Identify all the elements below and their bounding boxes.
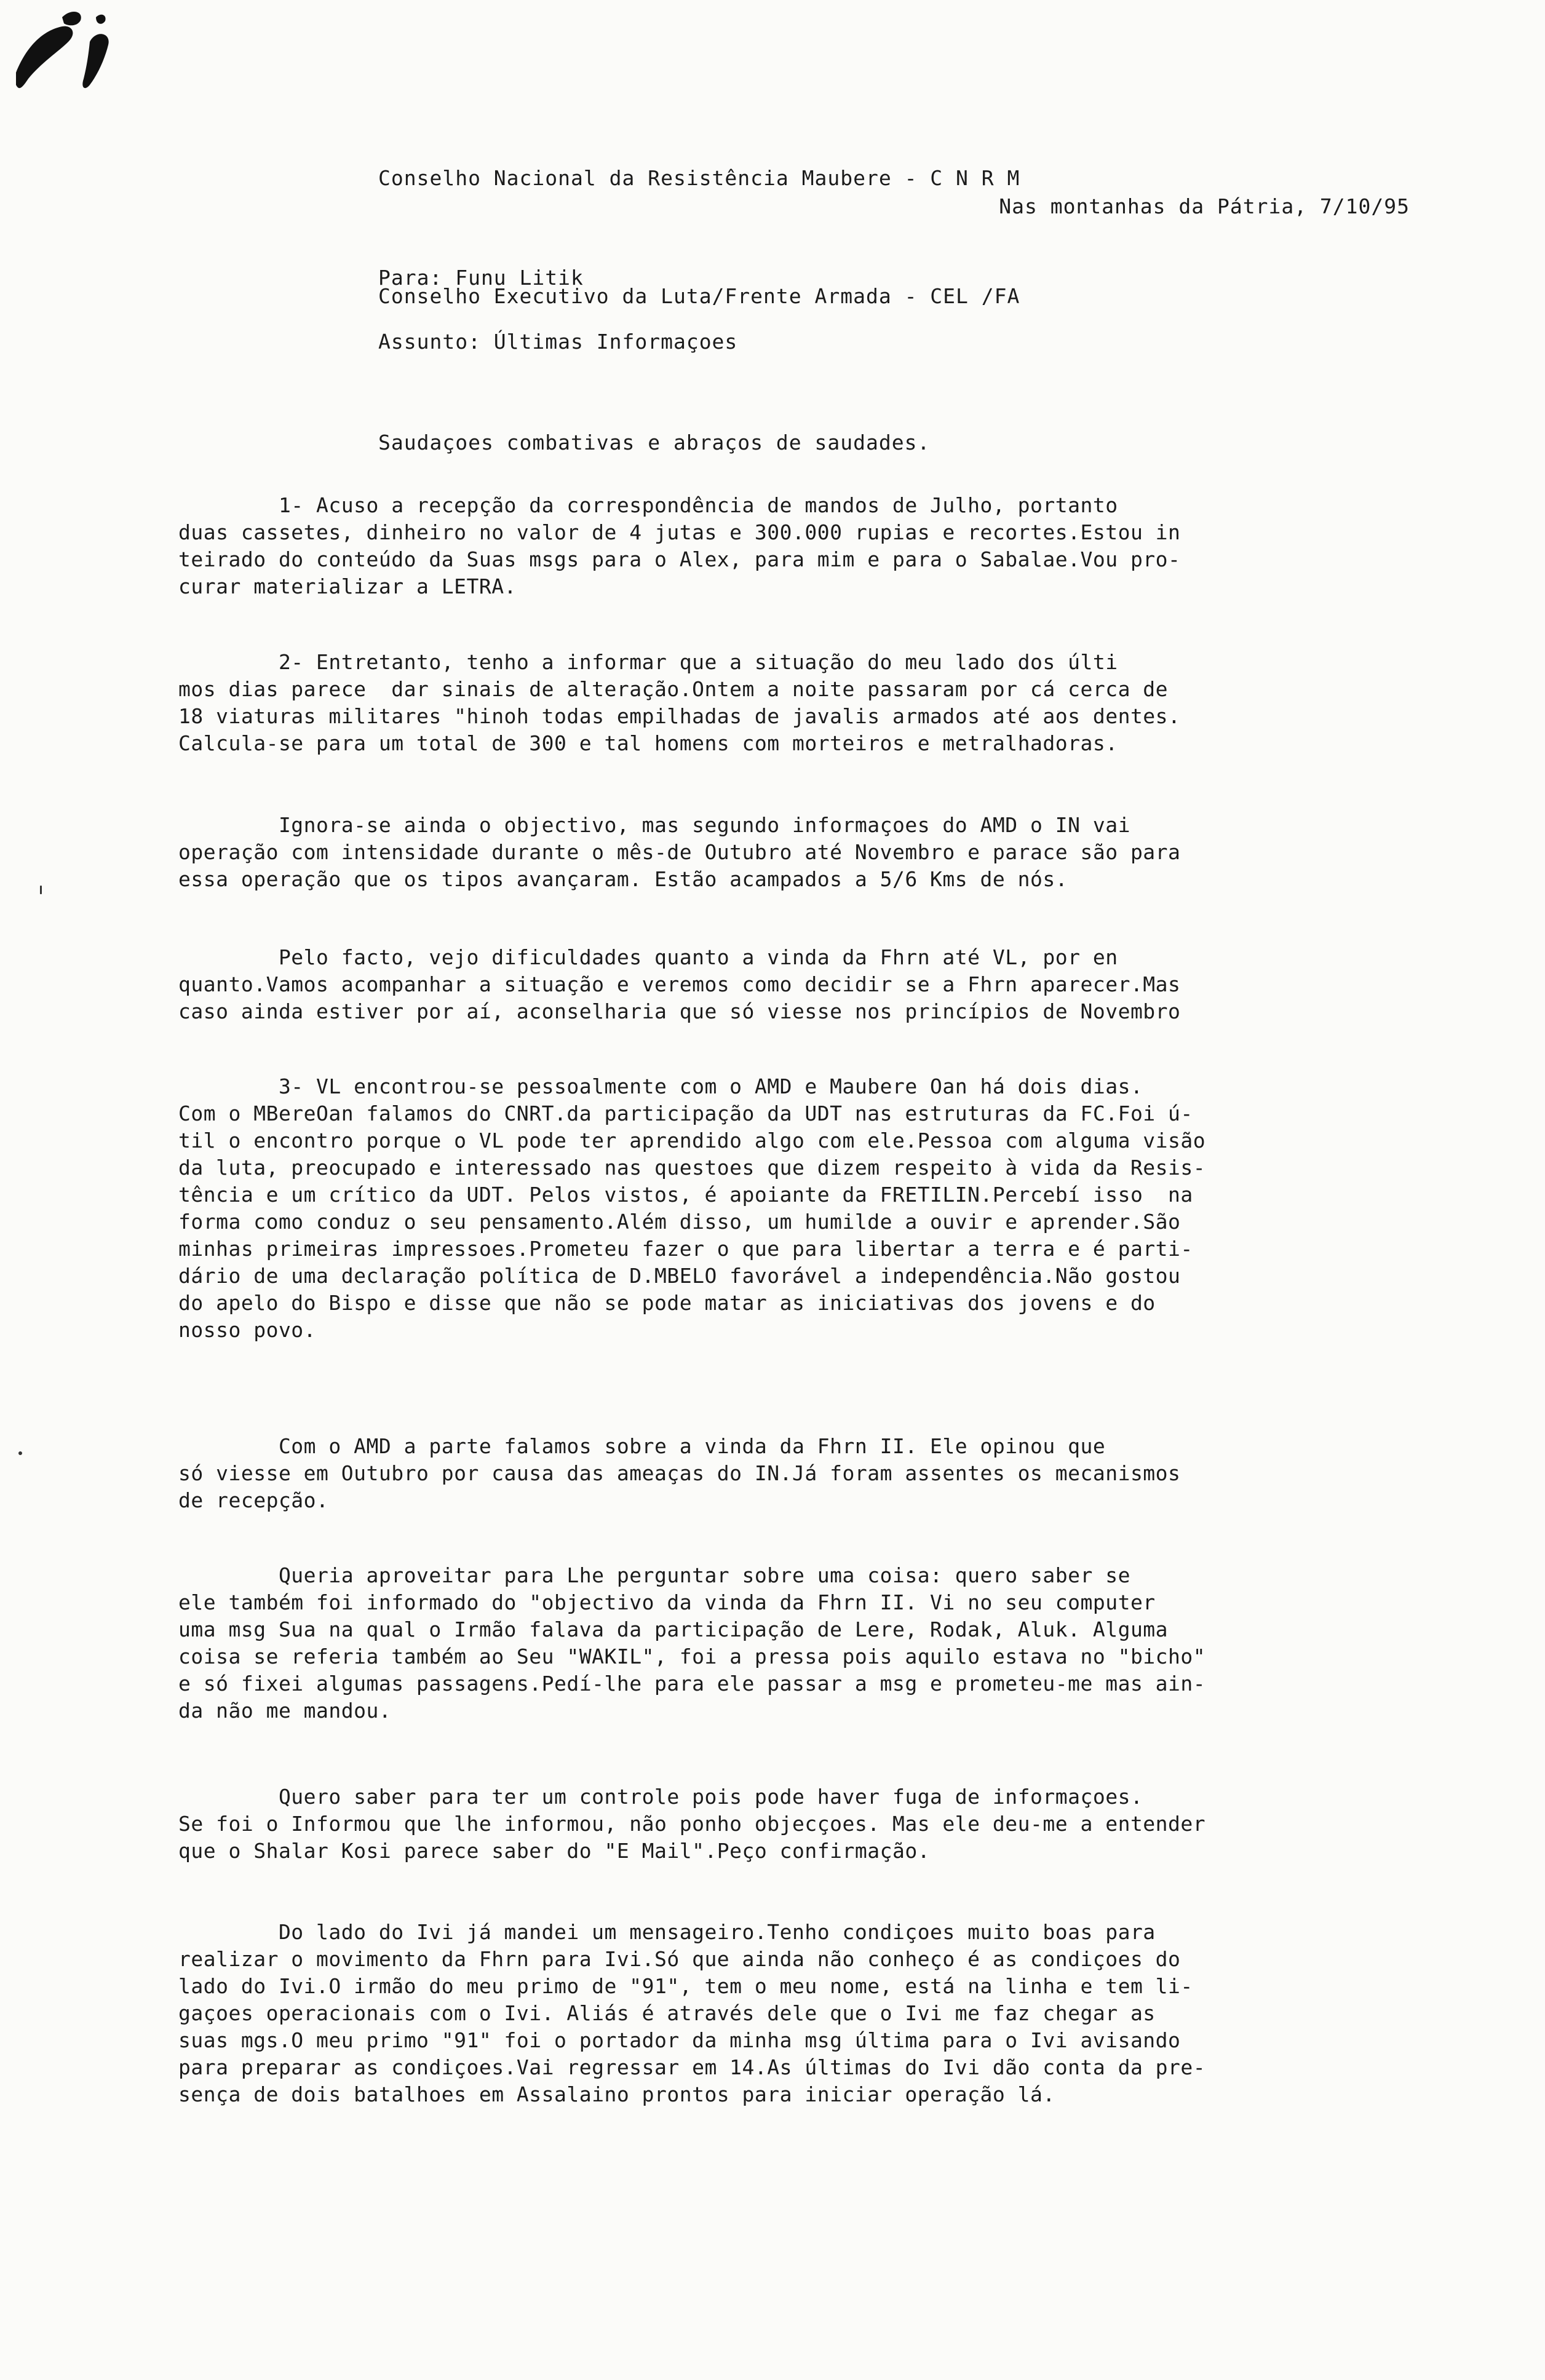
paragraph-6 (178, 1433, 1421, 1514)
text-line: Calcula-se para um total de 300 e tal homens com morteiros e metralhadoras. (178, 731, 1118, 755)
text-line: nosso povo. (178, 1318, 317, 1342)
header-line-cel: Conselho Executivo da Luta/Frente Armada - CEL /FA (378, 284, 1020, 308)
paragraph-7 (178, 1562, 1421, 1724)
text-line: teirado do conteúdo da Suas msgs para o Alex, para mim e para o Sabalae.Vou pro- (178, 547, 1181, 571)
text-line: Do lado do Ivi já mandei um mensageiro.Tenho condiçoes muito boas para (178, 1920, 1156, 1944)
paragraph-4 (178, 944, 1421, 1025)
text-line: Quero saber para ter um controle pois pode haver fuga de informaçoes. (178, 1785, 1143, 1809)
text-line: ele também foi informado do "objectivo da vinda da Fhrn II. Vi no seu computer (178, 1590, 1156, 1614)
text-line: coisa se referia também ao Seu "WAKIL", foi a pressa pois aquilo estava no "bicho" (178, 1644, 1206, 1668)
text-line: forma como conduz o seu pensamento.Além disso, um humilde a ouvir e aprender.São (178, 1210, 1181, 1234)
paragraph-1 (178, 492, 1421, 600)
text-line: que o Shalar Kosi parece saber do "E Mail".Peço confirmação. (178, 1839, 931, 1863)
text-line: quanto.Vamos acompanhar a situação e veremos como decidir se a Fhrn aparecer.Mas (178, 972, 1181, 996)
text-line: dário de uma declaração política de D.MBELO favorável a independência.Não gostou (178, 1264, 1181, 1288)
text-line: Com o MBereOan falamos do CNRT.da participação da UDT nas estruturas da FC.Foi ú- (178, 1101, 1193, 1125)
text-line: essa operação que os tipos avançaram. Estão acampados a 5/6 Kms de nós. (178, 867, 1068, 891)
text-line: sença de dois batalhoes em Assalaino prontos para iniciar operação lá. (178, 2082, 1055, 2106)
text-line: Queria aproveitar para Lhe perguntar sobre uma coisa: quero saber se (178, 1563, 1130, 1587)
text-line: Com o AMD a parte falamos sobre a vinda da Fhrn II. Ele opinou que (178, 1434, 1106, 1458)
paragraph-3 (178, 812, 1421, 893)
greeting-line: Saudaçoes combativas e abraços de saudades. (378, 430, 931, 454)
text-line: da não me mandou. (178, 1699, 392, 1723)
header-line-cnrm: Conselho Nacional da Resistência Maubere - C N R M (378, 166, 1020, 190)
text-line: para preparar as condiçoes.Vai regressar em 14.As últimas do Ivi dão conta da pre- (178, 2055, 1206, 2079)
text-line: só viesse em Outubro por causa das ameaças do IN.Já foram assentes os mecanismos (178, 1461, 1181, 1485)
subject-line: Assunto: Últimas Informaçoes (378, 330, 738, 354)
scan-speck (18, 1451, 22, 1455)
text-line: mos dias parece dar sinais de alteração.Ontem a noite passaram por cá cerca de (178, 677, 1169, 701)
paragraph-5 (178, 1073, 1421, 1344)
text-line: curar materializar a LETRA. (178, 574, 517, 598)
recipient-line: Para: Funu Litik (378, 266, 584, 290)
place-date: Nas montanhas da Pátria, 7/10/95 (999, 194, 1410, 218)
ink-mark (4, 5, 133, 103)
text-line: duas cassetes, dinheiro no valor de 4 jutas e 300.000 rupias e recortes.Estou in (178, 520, 1181, 544)
text-line: uma msg Sua na qual o Irmão falava da participação de Lere, Rodak, Aluk. Alguma (178, 1617, 1169, 1641)
text-line: Pelo facto, vejo dificuldades quanto a vinda da Fhrn até VL, por en (178, 945, 1118, 969)
text-line: realizar o movimento da Fhrn para Ivi.Só que ainda não conheço é as condiçoes do (178, 1947, 1181, 1971)
paragraph-8 (178, 1783, 1421, 1865)
text-line: minhas primeiras impressoes.Prometeu fazer o que para libertar a terra e é parti- (178, 1237, 1193, 1261)
text-line: operação com intensidade durante o mês-de Outubro até Novembro e parace são para (178, 840, 1181, 864)
text-line: Ignora-se ainda o objectivo, mas segundo informaçoes do AMD o IN vai (178, 813, 1130, 837)
text-line: caso ainda estiver por aí, aconselharia que só viesse nos princípios de Novembro (178, 999, 1181, 1023)
text-line: 3- VL encontrou-se pessoalmente com o AMD e Maubere Oan há dois dias. (178, 1074, 1143, 1098)
text-line: gaçoes operacionais com o Ivi. Aliás é através dele que o Ivi me faz chegar as (178, 2001, 1156, 2025)
text-line: e só fixei algumas passagens.Pedí-lhe para ele passar a msg e prometeu-me mas ain- (178, 1672, 1206, 1696)
text-line: suas mgs.O meu primo "91" foi o portador da minha msg última para o Ivi avisando (178, 2028, 1181, 2052)
text-line: da luta, preocupado e interessado nas questoes que dizem respeito à vida da Resis- (178, 1156, 1206, 1180)
text-line: til o encontro porque o VL pode ter aprendido algo com ele.Pessoa com alguma visão (178, 1129, 1206, 1152)
text-line: lado do Ivi.O irmão do meu primo de "91", tem o meu nome, está na linha e tem li- (178, 1974, 1193, 1998)
text-line: Se foi o Informou que lhe informou, não ponho objecçoes. Mas ele deu-me a entender (178, 1812, 1206, 1836)
scan-speck (40, 886, 42, 894)
paragraph-2 (178, 649, 1421, 757)
text-line: do apelo do Bispo e disse que não se pode matar as iniciativas dos jovens e do (178, 1291, 1156, 1315)
text-line: de recepção. (178, 1488, 329, 1512)
paragraph-9 (178, 1919, 1421, 2108)
text-line: tência e um crítico da UDT. Pelos vistos, é apoiante da FRETILIN.Percebí isso na (178, 1183, 1193, 1207)
text-line: 1- Acuso a recepção da correspondência de mandos de Julho, portanto (178, 493, 1118, 517)
text-line: 18 viaturas militares "hinoh todas empilhadas de javalis armados até aos dentes. (178, 704, 1181, 728)
text-line: 2- Entretanto, tenho a informar que a situação do meu lado dos últi (178, 650, 1118, 674)
